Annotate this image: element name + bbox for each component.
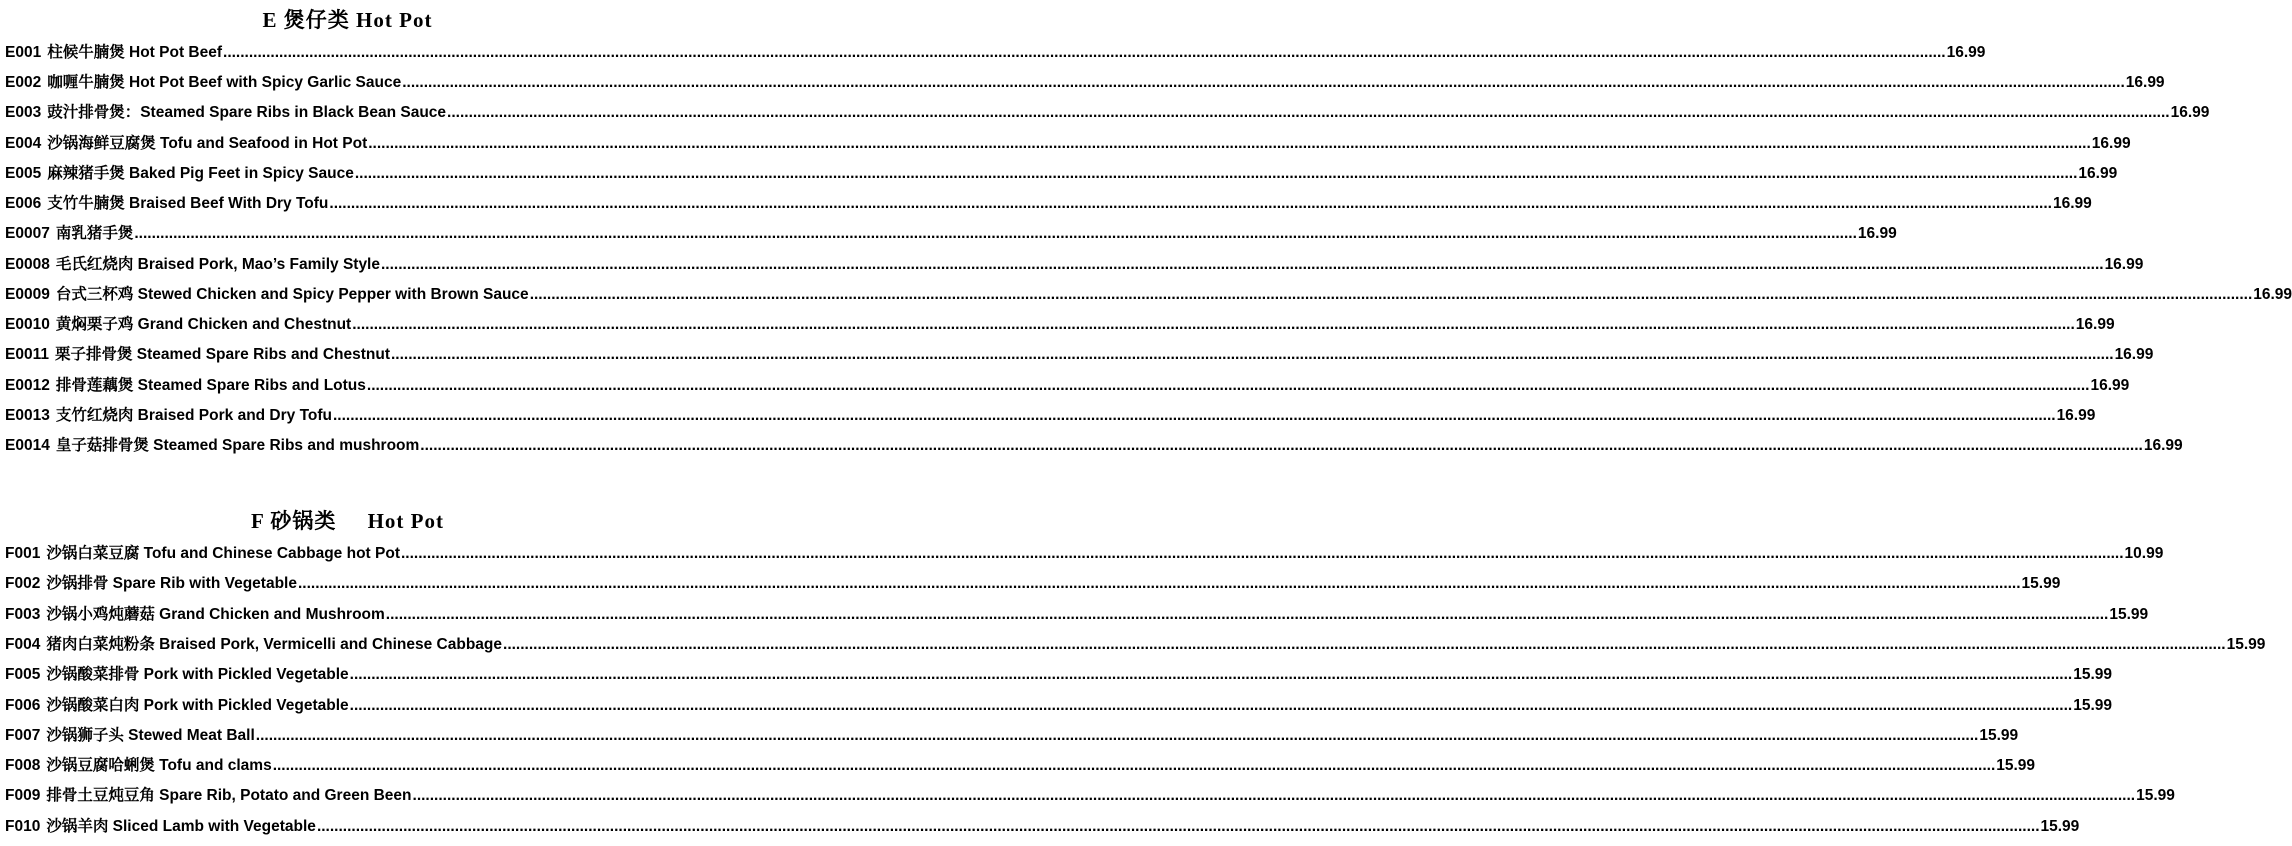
item-name: 咖喱牛腩煲 Hot Pot Beef with Spicy Garlic Sauce bbox=[47, 74, 402, 91]
dot-leader: ................................................................................................................................................................................................................................................................................................................................................................................................................ bbox=[354, 165, 2078, 182]
dot-leader: ................................................................................................................................................................................................................................................................................................................................................................................................................ bbox=[297, 575, 2021, 592]
item-code: E0010 bbox=[5, 316, 50, 333]
item-code: E006 bbox=[5, 195, 42, 212]
dot-leader: ................................................................................................................................................................................................................................................................................................................................................................................................................ bbox=[223, 44, 1946, 61]
dot-leader: ................................................................................................................................................................................................................................................................................................................................................................................................................ bbox=[420, 437, 2143, 454]
dot-leader: ................................................................................................................................................................................................................................................................................................................................................................................................................ bbox=[385, 606, 2109, 623]
dot-leader: ................................................................................................................................................................................................................................................................................................................................................................................................................ bbox=[503, 636, 2226, 653]
item-name: 豉汁排骨煲：Steamed Spare Ribs in Black Bean Sauce bbox=[47, 104, 447, 121]
menu-item bbox=[5, 753, 2036, 775]
item-name: 沙锅排骨 Spare Rib with Vegetable bbox=[46, 575, 297, 592]
menu-item bbox=[5, 161, 2118, 183]
menu-item bbox=[5, 221, 1897, 243]
menu-item bbox=[5, 373, 2130, 395]
item-code: F005 bbox=[5, 666, 41, 683]
menu-item bbox=[5, 403, 2096, 425]
item-price: 16.99 bbox=[2090, 377, 2130, 394]
menu-item bbox=[5, 541, 2164, 563]
item-price: 16.99 bbox=[2143, 437, 2183, 454]
item-price: 16.99 bbox=[2052, 195, 2092, 212]
section-title: F 砂锅类 Hot Pot bbox=[251, 509, 444, 533]
item-name: 台式三杯鸡 Stewed Chicken and Spicy Pepper with Brown Sauce bbox=[55, 286, 529, 303]
dot-leader: ................................................................................................................................................................................................................................................................................................................................................................................................................ bbox=[447, 104, 2170, 121]
item-price: 15.99 bbox=[2073, 666, 2113, 683]
item-name: 柱候牛腩煲 Hot Pot Beef bbox=[47, 44, 223, 61]
item-code: E004 bbox=[5, 135, 42, 152]
item-code: E0011 bbox=[5, 346, 49, 363]
menu-item bbox=[5, 602, 2149, 624]
menu-item bbox=[5, 40, 1986, 62]
item-name: 沙锅海鲜豆腐煲 Tofu and Seafood in Hot Pot bbox=[47, 135, 368, 152]
item-price: 15.99 bbox=[2136, 787, 2175, 804]
item-name: 猪肉白菜炖粉条 Braised Pork, Vermicelli and Chinese Cabbage bbox=[46, 636, 503, 653]
dot-leader: ................................................................................................................................................................................................................................................................................................................................................................................................................ bbox=[316, 818, 2040, 835]
item-price: 10.99 bbox=[2124, 545, 2164, 562]
item-price: 15.99 bbox=[1996, 757, 2036, 774]
item-name: 麻辣猪手煲 Baked Pig Feet in Spicy Sauce bbox=[47, 165, 354, 182]
item-code: E005 bbox=[5, 165, 42, 182]
item-code: E002 bbox=[5, 74, 42, 91]
dot-leader: ................................................................................................................................................................................................................................................................................................................................................................................................................ bbox=[349, 666, 2073, 683]
item-name: 支竹牛腩煲 Braised Beef With Dry Tofu bbox=[47, 195, 329, 212]
item-name: 黄焖栗子鸡 Grand Chicken and Chestnut bbox=[55, 316, 352, 333]
menu-item bbox=[5, 571, 2061, 593]
item-price: 16.99 bbox=[1857, 225, 1897, 242]
item-code: F004 bbox=[5, 636, 41, 653]
menu-item bbox=[5, 342, 2154, 364]
item-code: F006 bbox=[5, 697, 41, 714]
item-name: 毛氏红烧肉 Braised Pork, Mao’s Family Style bbox=[55, 256, 380, 273]
item-name: 沙锅小鸡炖蘑菇 Grand Chicken and Mushroom bbox=[46, 606, 385, 623]
item-price: 16.99 bbox=[2114, 346, 2154, 363]
item-price: 15.99 bbox=[2073, 697, 2113, 714]
item-price: 15.99 bbox=[2021, 575, 2061, 592]
dot-leader: ................................................................................................................................................................................................................................................................................................................................................................................................................ bbox=[368, 135, 2091, 152]
item-name: 排骨莲藕煲 Steamed Spare Ribs and Lotus bbox=[55, 377, 366, 394]
item-code: E0013 bbox=[5, 407, 50, 424]
item-name: 排骨土豆炖豆角 Spare Rib, Potato and Green Been bbox=[46, 787, 412, 804]
item-price: 16.99 bbox=[2091, 135, 2131, 152]
item-price: 15.99 bbox=[2109, 606, 2149, 623]
item-name: 沙锅白菜豆腐 Tofu and Chinese Cabbage hot Pot bbox=[46, 545, 400, 562]
menu-item bbox=[5, 312, 2115, 334]
menu-item bbox=[5, 814, 2080, 836]
dot-leader: ................................................................................................................................................................................................................................................................................................................................................................................................................ bbox=[381, 256, 2104, 273]
menu-item bbox=[5, 252, 2144, 274]
menu-item bbox=[5, 70, 2165, 92]
dot-leader: ................................................................................................................................................................................................................................................................................................................................................................................................................ bbox=[400, 545, 2124, 562]
dot-leader: ................................................................................................................................................................................................................................................................................................................................................................................................................ bbox=[255, 727, 1979, 744]
item-code: E0008 bbox=[5, 256, 50, 273]
dot-leader: ................................................................................................................................................................................................................................................................................................................................................................................................................ bbox=[366, 377, 2090, 394]
item-code: E0007 bbox=[5, 225, 50, 242]
item-name: 支竹红烧肉 Braised Pork and Dry Tofu bbox=[55, 407, 332, 424]
item-name: 南乳猪手煲 bbox=[55, 225, 134, 242]
dot-leader: ................................................................................................................................................................................................................................................................................................................................................................................................................ bbox=[402, 74, 2125, 91]
dot-leader: ................................................................................................................................................................................................................................................................................................................................................................................................................ bbox=[391, 346, 2114, 363]
item-name: 沙锅羊肉 Sliced Lamb with Vegetable bbox=[46, 818, 316, 835]
item-price: 15.99 bbox=[2040, 818, 2080, 835]
item-code: F007 bbox=[5, 727, 41, 744]
item-code: E0009 bbox=[5, 286, 50, 303]
item-price: 16.99 bbox=[2104, 256, 2144, 273]
item-price: 16.99 bbox=[2056, 407, 2096, 424]
item-price: 16.99 bbox=[2125, 74, 2165, 91]
menu-item bbox=[5, 662, 2113, 684]
dot-leader: ................................................................................................................................................................................................................................................................................................................................................................................................................ bbox=[272, 757, 1996, 774]
item-code: F010 bbox=[5, 818, 41, 835]
item-price: 16.99 bbox=[2170, 104, 2210, 121]
item-code: F001 bbox=[5, 545, 41, 562]
item-name: 沙锅豆腐哈蜊煲 Tofu and clams bbox=[46, 757, 272, 774]
dot-leader: ................................................................................................................................................................................................................................................................................................................................................................................................................ bbox=[529, 286, 2253, 303]
item-code: E0014 bbox=[5, 437, 50, 454]
item-code: F008 bbox=[5, 757, 41, 774]
dot-leader: ................................................................................................................................................................................................................................................................................................................................................................................................................ bbox=[412, 787, 2136, 804]
dot-leader: ................................................................................................................................................................................................................................................................................................................................................................................................................ bbox=[333, 407, 2056, 424]
item-price: 16.99 bbox=[2253, 286, 2292, 303]
item-name: 栗子排骨煲 Steamed Spare Ribs and Chestnut bbox=[54, 346, 390, 363]
item-name: 沙锅狮子头 Stewed Meat Ball bbox=[46, 727, 255, 744]
dot-leader: ................................................................................................................................................................................................................................................................................................................................................................................................................ bbox=[349, 697, 2073, 714]
item-code: F009 bbox=[5, 787, 41, 804]
item-price: 15.99 bbox=[1979, 727, 2019, 744]
item-price: 16.99 bbox=[1946, 44, 1986, 61]
menu-item bbox=[5, 131, 2131, 153]
item-name: 皇子菇排骨煲 Steamed Spare Ribs and mushroom bbox=[55, 437, 420, 454]
menu-item bbox=[5, 693, 2113, 715]
item-code: F003 bbox=[5, 606, 41, 623]
dot-leader: ................................................................................................................................................................................................................................................................................................................................................................................................................ bbox=[134, 225, 1857, 242]
menu-item bbox=[5, 783, 2175, 805]
item-name: 沙锅酸菜白肉 Pork with Pickled Vegetable bbox=[46, 697, 349, 714]
item-code: E001 bbox=[5, 44, 42, 61]
item-name: 沙锅酸菜排骨 Pork with Pickled Vegetable bbox=[46, 666, 349, 683]
item-price: 16.99 bbox=[2078, 165, 2118, 182]
item-code: E0012 bbox=[5, 377, 50, 394]
item-price: 16.99 bbox=[2075, 316, 2115, 333]
menu-item bbox=[5, 100, 2210, 122]
menu-item bbox=[5, 191, 2092, 213]
section-title: E 煲仔类 Hot Pot bbox=[262, 8, 433, 32]
menu-item bbox=[5, 433, 2183, 455]
item-price: 15.99 bbox=[2226, 636, 2266, 653]
item-code: E003 bbox=[5, 104, 42, 121]
dot-leader: ................................................................................................................................................................................................................................................................................................................................................................................................................ bbox=[329, 195, 2052, 212]
item-code: F002 bbox=[5, 575, 41, 592]
dot-leader: ................................................................................................................................................................................................................................................................................................................................................................................................................ bbox=[352, 316, 2075, 333]
menu-item bbox=[5, 282, 2292, 304]
menu-item bbox=[5, 723, 2019, 745]
menu-item bbox=[5, 632, 2266, 654]
